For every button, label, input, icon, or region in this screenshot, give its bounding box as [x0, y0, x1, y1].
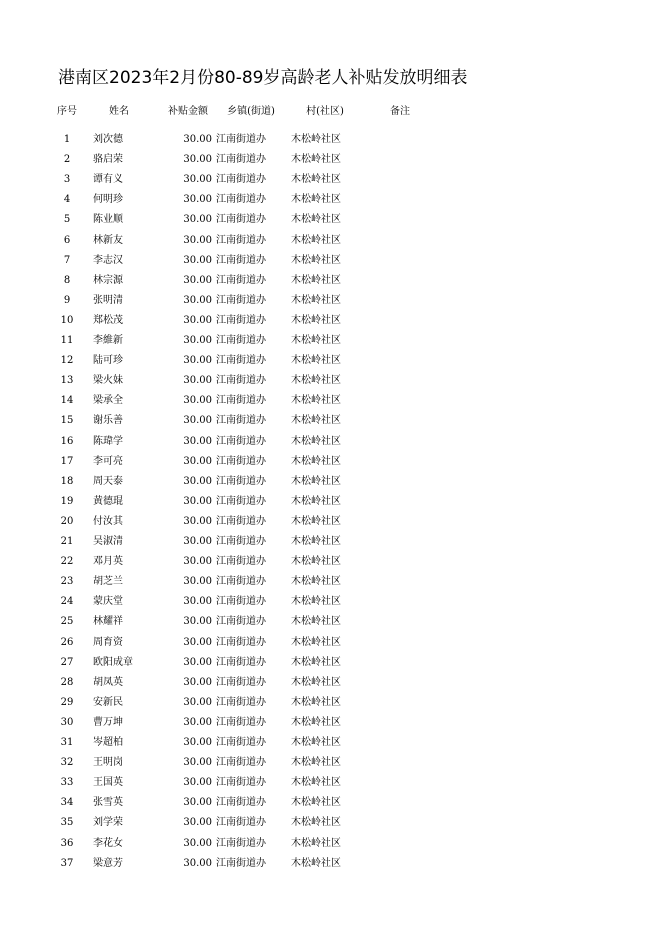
- row-town: 江南街道办: [216, 174, 266, 186]
- row-town: 江南街道办: [216, 254, 266, 266]
- row-town: 江南街道办: [216, 616, 266, 628]
- row-village: 木松岭社区: [291, 696, 341, 708]
- row-town: 江南街道办: [216, 797, 266, 809]
- table-row: [0, 311, 662, 331]
- row-name: 蒙庆堂: [93, 596, 123, 608]
- row-name: 陈瑋学: [93, 435, 123, 447]
- row-no: 1: [63, 134, 71, 145]
- row-amount: 30.00: [183, 797, 212, 809]
- row-village: 木松岭社区: [291, 375, 341, 387]
- row-town: 江南街道办: [216, 777, 266, 789]
- row-no: 16: [60, 435, 74, 447]
- row-town: 江南街道办: [216, 757, 266, 769]
- row-town: 江南街道办: [216, 837, 266, 849]
- row-amount: 30.00: [183, 194, 212, 206]
- row-amount: 30.00: [183, 475, 212, 487]
- row-amount: 30.00: [183, 415, 212, 427]
- row-village: 木松岭社区: [291, 676, 341, 688]
- row-village: 木松岭社区: [291, 495, 341, 507]
- row-town: 江南街道办: [216, 375, 266, 387]
- table-row: [0, 291, 662, 311]
- row-town: 江南街道办: [216, 556, 266, 568]
- row-village: 木松岭社区: [291, 134, 341, 145]
- table-row: [0, 130, 662, 150]
- row-no: 28: [60, 676, 74, 688]
- table-row: [0, 854, 662, 874]
- row-town: 江南街道办: [216, 335, 266, 346]
- row-village: 木松岭社区: [291, 536, 341, 547]
- header-town: 乡镇(街道): [227, 106, 275, 117]
- row-amount: 30.00: [183, 294, 212, 306]
- table-header: [0, 102, 662, 122]
- row-name: 周育资: [93, 636, 123, 648]
- row-no: 21: [60, 536, 74, 547]
- row-amount: 30.00: [183, 515, 212, 527]
- header-village: 村(社区): [306, 106, 344, 117]
- row-amount: 30.00: [183, 375, 212, 387]
- row-town: 江南街道办: [216, 234, 266, 246]
- table-row: [0, 532, 662, 552]
- row-village: 木松岭社区: [291, 616, 341, 628]
- row-name: 张明清: [93, 294, 123, 306]
- row-amount: 30.00: [183, 234, 212, 246]
- table-row: [0, 371, 662, 391]
- row-no: 20: [60, 515, 74, 527]
- row-name: 李志汉: [93, 254, 123, 266]
- row-name: 付汝其: [93, 515, 123, 527]
- page-title: 港南区2023年2月份80-89岁高龄老人补贴发放明细表: [58, 68, 468, 88]
- row-name: 吴淑清: [93, 536, 123, 547]
- row-name: 林新友: [93, 234, 123, 246]
- table-row: [0, 512, 662, 532]
- row-no: 23: [60, 576, 74, 588]
- row-no: 36: [60, 837, 74, 849]
- table-row: [0, 713, 662, 733]
- table-row: [0, 472, 662, 492]
- row-amount: 30.00: [183, 656, 212, 668]
- row-no: 31: [60, 737, 74, 748]
- row-amount: 30.00: [183, 837, 212, 849]
- table-row: [0, 673, 662, 693]
- row-name: 李花女: [93, 837, 123, 849]
- table-row: [0, 271, 662, 291]
- header-no: 序号: [57, 106, 77, 117]
- row-town: 江南街道办: [216, 495, 266, 507]
- table-row: [0, 834, 662, 854]
- row-village: 木松岭社区: [291, 234, 341, 246]
- row-village: 木松岭社区: [291, 274, 341, 286]
- row-amount: 30.00: [183, 616, 212, 628]
- row-no: 13: [60, 375, 74, 387]
- table-row: [0, 733, 662, 753]
- table-row: [0, 190, 662, 210]
- row-amount: 30.00: [183, 777, 212, 789]
- table-row: [0, 693, 662, 713]
- row-town: 江南街道办: [216, 676, 266, 688]
- table-row: [0, 633, 662, 653]
- row-town: 江南街道办: [216, 194, 266, 206]
- row-town: 江南街道办: [216, 435, 266, 447]
- row-town: 江南街道办: [216, 415, 266, 427]
- row-name: 王明岗: [93, 757, 123, 769]
- row-name: 邓月英: [93, 556, 123, 568]
- row-no: 4: [63, 194, 71, 206]
- row-name: 陆可珍: [93, 355, 123, 367]
- row-village: 木松岭社区: [291, 596, 341, 608]
- row-no: 3: [63, 174, 71, 186]
- row-no: 26: [60, 636, 74, 648]
- row-no: 30: [60, 716, 74, 728]
- table-row: [0, 411, 662, 431]
- row-town: 江南街道办: [216, 857, 266, 869]
- row-name: 王国英: [93, 777, 123, 789]
- row-no: 18: [60, 475, 74, 487]
- row-town: 江南街道办: [216, 696, 266, 708]
- row-village: 木松岭社区: [291, 314, 341, 326]
- table-row: [0, 653, 662, 673]
- row-village: 木松岭社区: [291, 837, 341, 849]
- row-village: 木松岭社区: [291, 857, 341, 869]
- row-village: 木松岭社区: [291, 777, 341, 789]
- row-town: 江南街道办: [216, 636, 266, 648]
- row-town: 江南街道办: [216, 134, 266, 145]
- row-name: 曹万坤: [93, 716, 123, 728]
- header-name: 姓名: [109, 106, 129, 117]
- row-village: 木松岭社区: [291, 154, 341, 166]
- row-amount: 30.00: [183, 495, 212, 507]
- row-amount: 30.00: [183, 696, 212, 708]
- table-row: [0, 592, 662, 612]
- row-village: 木松岭社区: [291, 817, 341, 829]
- row-name: 梁意芳: [93, 857, 123, 869]
- row-village: 木松岭社区: [291, 737, 341, 748]
- row-name: 刘学荣: [93, 817, 123, 829]
- row-village: 木松岭社区: [291, 716, 341, 728]
- row-no: 15: [60, 415, 74, 427]
- row-no: 33: [60, 777, 74, 789]
- row-no: 7: [63, 254, 71, 266]
- row-no: 32: [60, 757, 74, 769]
- row-amount: 30.00: [183, 857, 212, 869]
- row-no: 24: [60, 596, 74, 608]
- row-town: 江南街道办: [216, 274, 266, 286]
- row-village: 木松岭社区: [291, 254, 341, 266]
- row-amount: 30.00: [183, 757, 212, 769]
- table-row: [0, 432, 662, 452]
- table-row: [0, 331, 662, 351]
- row-amount: 30.00: [183, 274, 212, 286]
- table-row: [0, 452, 662, 472]
- row-name: 欧阳成章: [93, 656, 133, 668]
- row-no: 8: [63, 274, 71, 286]
- row-name: 郑松茂: [93, 314, 123, 326]
- row-village: 木松岭社区: [291, 797, 341, 809]
- table-row: [0, 492, 662, 512]
- row-amount: 30.00: [183, 676, 212, 688]
- row-amount: 30.00: [183, 134, 212, 145]
- row-village: 木松岭社区: [291, 335, 341, 346]
- row-name: 岑超柏: [93, 737, 123, 748]
- row-name: 周天泰: [93, 475, 123, 487]
- row-no: 22: [60, 556, 74, 568]
- table-row: [0, 391, 662, 411]
- table-row: [0, 813, 662, 833]
- row-no: 17: [60, 455, 74, 467]
- row-town: 江南街道办: [216, 214, 266, 226]
- row-amount: 30.00: [183, 154, 212, 166]
- row-amount: 30.00: [183, 254, 212, 266]
- row-amount: 30.00: [183, 174, 212, 186]
- row-amount: 30.00: [183, 455, 212, 467]
- row-amount: 30.00: [183, 355, 212, 367]
- row-name: 陈业顺: [93, 214, 123, 226]
- row-town: 江南街道办: [216, 737, 266, 748]
- row-no: 14: [60, 395, 74, 407]
- row-name: 刘次德: [93, 134, 123, 145]
- row-name: 胡芝兰: [93, 576, 123, 588]
- row-name: 李維新: [93, 335, 123, 346]
- row-village: 木松岭社区: [291, 576, 341, 588]
- row-town: 江南街道办: [216, 294, 266, 306]
- row-no: 37: [60, 857, 74, 869]
- table-row: [0, 351, 662, 371]
- row-name: 李可亮: [93, 455, 123, 467]
- table-row: [0, 170, 662, 190]
- row-town: 江南街道办: [216, 355, 266, 367]
- row-village: 木松岭社区: [291, 214, 341, 226]
- table-row: [0, 572, 662, 592]
- row-amount: 30.00: [183, 636, 212, 648]
- row-town: 江南街道办: [216, 576, 266, 588]
- row-town: 江南街道办: [216, 475, 266, 487]
- row-amount: 30.00: [183, 596, 212, 608]
- row-village: 木松岭社区: [291, 294, 341, 306]
- row-town: 江南街道办: [216, 536, 266, 547]
- row-name: 胡凤英: [93, 676, 123, 688]
- row-town: 江南街道办: [216, 515, 266, 527]
- row-amount: 30.00: [183, 737, 212, 748]
- row-town: 江南街道办: [216, 314, 266, 326]
- row-name: 安新民: [93, 696, 123, 708]
- header-note: 备注: [390, 106, 410, 117]
- table-row: [0, 773, 662, 793]
- row-village: 木松岭社区: [291, 174, 341, 186]
- row-village: 木松岭社区: [291, 395, 341, 407]
- row-amount: 30.00: [183, 335, 212, 346]
- row-no: 35: [60, 817, 74, 829]
- row-name: 张雪英: [93, 797, 123, 809]
- row-no: 2: [63, 154, 71, 166]
- row-no: 10: [60, 314, 74, 326]
- row-no: 12: [60, 355, 74, 367]
- row-town: 江南街道办: [216, 455, 266, 467]
- row-no: 25: [60, 616, 74, 628]
- row-name: 黄德琨: [93, 495, 123, 507]
- row-town: 江南街道办: [216, 817, 266, 829]
- row-amount: 30.00: [183, 556, 212, 568]
- row-village: 木松岭社区: [291, 757, 341, 769]
- row-no: 11: [60, 335, 74, 346]
- row-town: 江南街道办: [216, 716, 266, 728]
- table-row: [0, 793, 662, 813]
- row-no: 19: [60, 495, 74, 507]
- table-row: [0, 150, 662, 170]
- row-village: 木松岭社区: [291, 556, 341, 568]
- row-town: 江南街道办: [216, 154, 266, 166]
- header-amount: 补贴金额: [168, 106, 208, 117]
- table-row: [0, 251, 662, 271]
- table-row: [0, 210, 662, 230]
- row-no: 29: [60, 696, 74, 708]
- row-village: 木松岭社区: [291, 435, 341, 447]
- row-village: 木松岭社区: [291, 636, 341, 648]
- row-name: 梁承全: [93, 395, 123, 407]
- row-no: 34: [60, 797, 74, 809]
- row-village: 木松岭社区: [291, 355, 341, 367]
- row-name: 谭有义: [93, 174, 123, 186]
- table-row: [0, 552, 662, 572]
- row-name: 林耀祥: [93, 616, 123, 628]
- row-name: 何明珍: [93, 194, 123, 206]
- row-amount: 30.00: [183, 395, 212, 407]
- row-town: 江南街道办: [216, 395, 266, 407]
- row-village: 木松岭社区: [291, 194, 341, 206]
- row-amount: 30.00: [183, 536, 212, 547]
- row-town: 江南街道办: [216, 656, 266, 668]
- row-name: 谢乐善: [93, 415, 123, 427]
- row-amount: 30.00: [183, 576, 212, 588]
- row-name: 骆启荣: [93, 154, 123, 166]
- table-row: [0, 612, 662, 632]
- row-village: 木松岭社区: [291, 515, 341, 527]
- row-no: 9: [63, 294, 71, 306]
- row-amount: 30.00: [183, 716, 212, 728]
- row-amount: 30.00: [183, 817, 212, 829]
- table-row: [0, 753, 662, 773]
- row-town: 江南街道办: [216, 596, 266, 608]
- row-village: 木松岭社区: [291, 656, 341, 668]
- row-village: 木松岭社区: [291, 455, 341, 467]
- row-amount: 30.00: [183, 214, 212, 226]
- row-village: 木松岭社区: [291, 475, 341, 487]
- row-no: 6: [63, 234, 71, 246]
- row-amount: 30.00: [183, 314, 212, 326]
- row-name: 林宗源: [93, 274, 123, 286]
- table-row: [0, 231, 662, 251]
- row-amount: 30.00: [183, 435, 212, 447]
- row-village: 木松岭社区: [291, 415, 341, 427]
- row-name: 梁火妹: [93, 375, 123, 387]
- row-no: 5: [63, 214, 71, 226]
- row-no: 27: [60, 656, 74, 668]
